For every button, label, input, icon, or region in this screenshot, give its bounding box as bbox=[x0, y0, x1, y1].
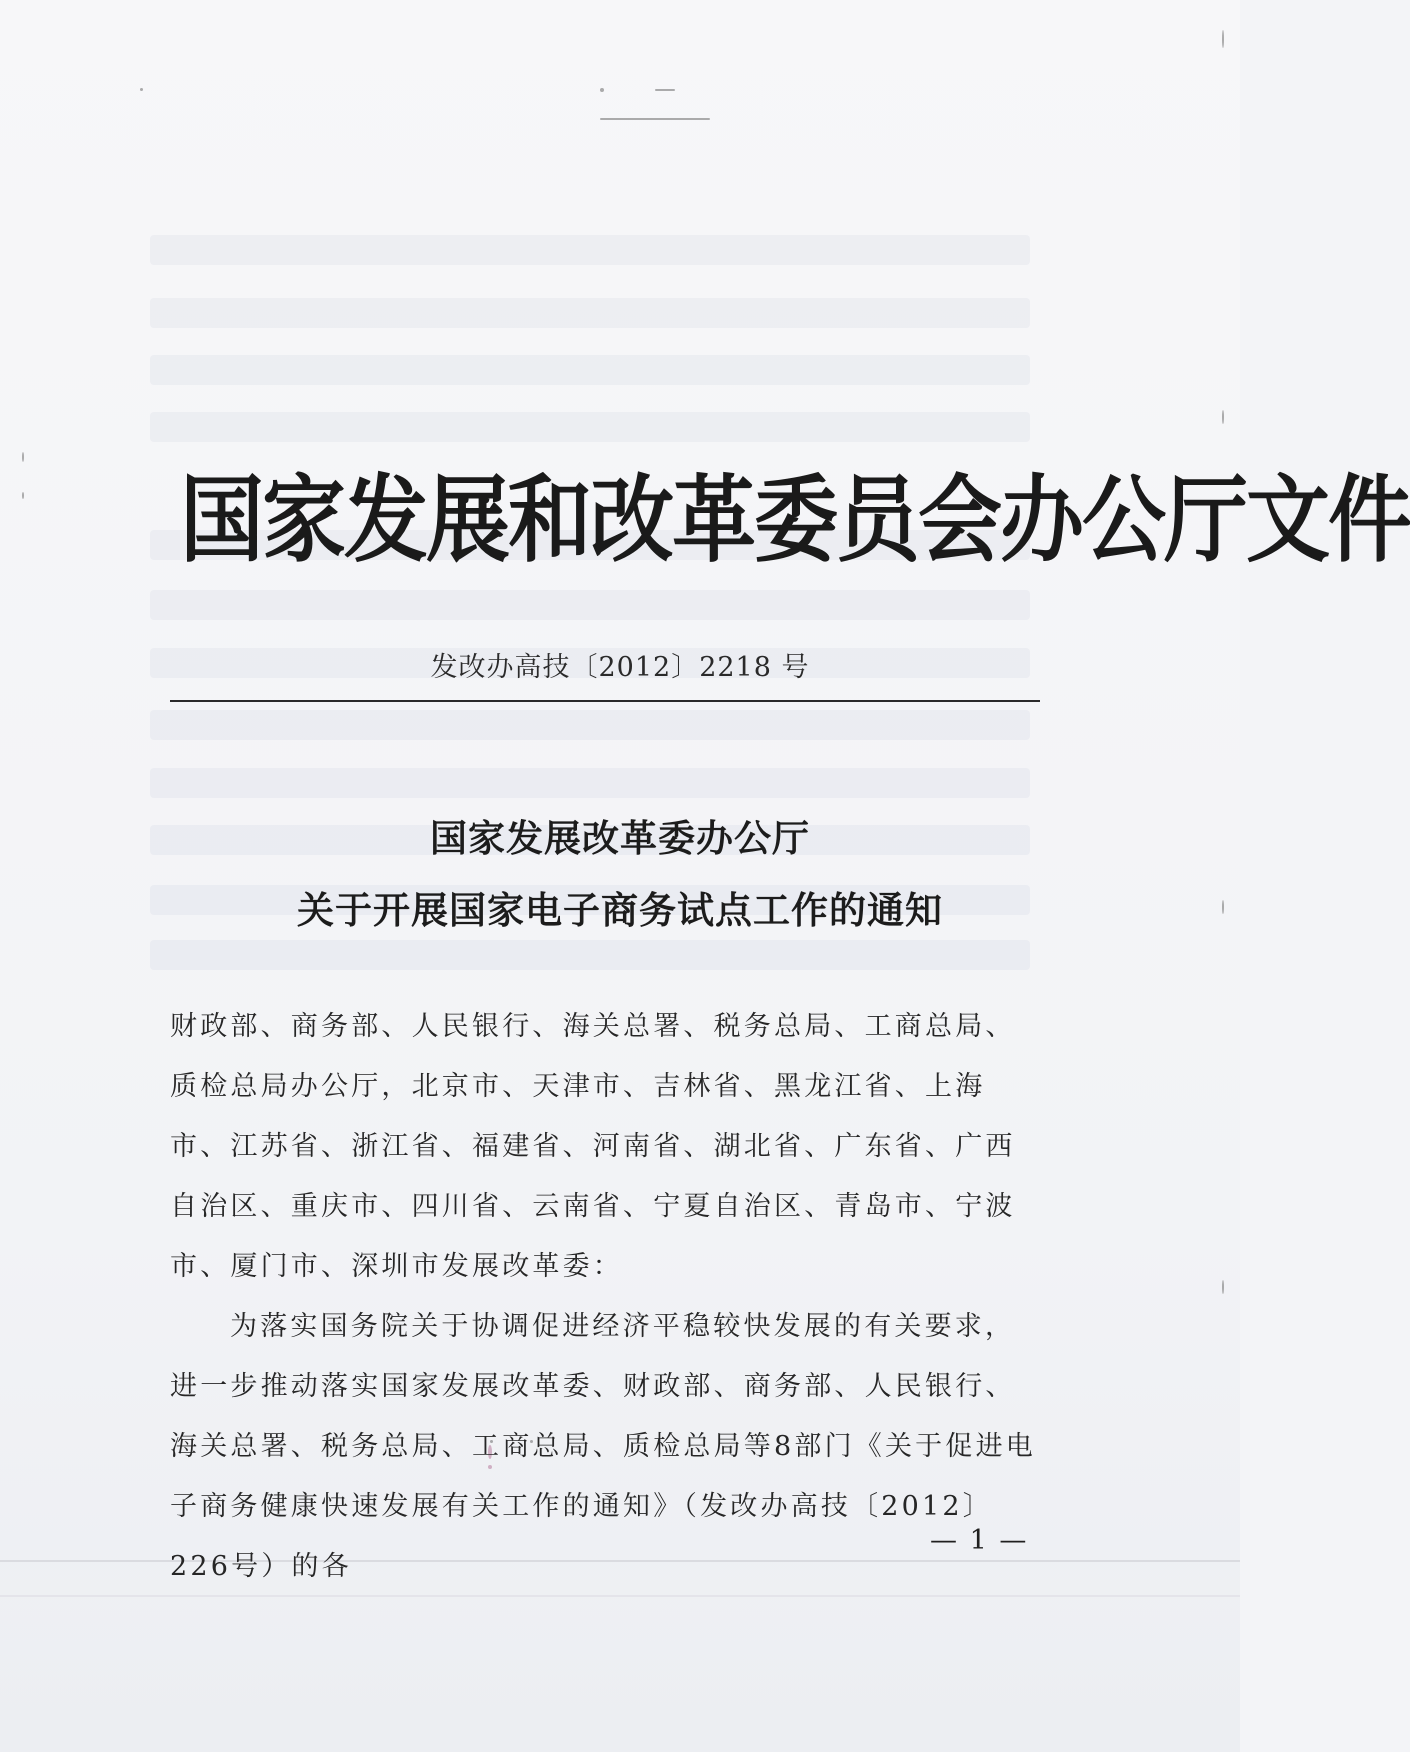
scan-speck bbox=[22, 452, 24, 462]
notice-title-line-1: 国家发展改革委办公厅 bbox=[430, 816, 810, 860]
bleed-through-band bbox=[150, 412, 1030, 442]
bleed-through-band bbox=[150, 298, 1030, 328]
scan-speck bbox=[22, 492, 24, 499]
notice-body bbox=[170, 997, 1040, 1597]
bleed-through-band bbox=[150, 940, 1030, 970]
bleed-through-band bbox=[150, 768, 1030, 798]
bleed-through-band bbox=[150, 590, 1030, 620]
scan-speck bbox=[140, 88, 143, 91]
bleed-through-band bbox=[150, 710, 1030, 740]
scan-speck bbox=[1222, 1280, 1224, 1294]
recipients-paragraph: 财政部、商务部、人民银行、海关总署、税务总局、工商总局、质检总局办公厅，北京市、天津市、吉林省、黑龙江省、上海市、江苏省、浙江省、福建省、河南省、湖北省、广东省、广西自治区、重庆市、四川省、云南省、宁夏自治区、青岛市、宁波市、厦门市、深圳市发展改革委： bbox=[170, 1011, 1016, 1282]
bleed-through-band bbox=[150, 355, 1030, 385]
body-paragraph: 为落实国务院关于协调促进经济平稳较快发展的有关要求，进一步推动落实国家发展改革委、财政部、商务部、人民银行、海关总署、税务总局、工商总局、质检总局等8部门《关于促进电子商务健康快速发展有关工作的通知》（发改办高技〔2012〕226号）的各 bbox=[170, 1311, 1036, 1582]
header-rule bbox=[170, 700, 1040, 702]
document-number: 发改办高技〔2012〕2218 号 bbox=[430, 652, 810, 683]
issuer-header: 国家发展和改革委员会办公厅文件 bbox=[180, 464, 1410, 575]
scan-speck bbox=[1222, 410, 1224, 424]
scan-speck bbox=[600, 88, 604, 92]
page-number: — 1 — bbox=[930, 1525, 1029, 1556]
notice-title-line-2: 关于开展国家电子商务试点工作的通知 bbox=[297, 888, 943, 932]
scan-speck bbox=[1222, 900, 1224, 914]
scan-speck bbox=[655, 89, 675, 91]
scan-speck bbox=[600, 118, 710, 120]
scan-speck bbox=[1222, 30, 1224, 48]
bleed-through-band bbox=[150, 235, 1030, 265]
